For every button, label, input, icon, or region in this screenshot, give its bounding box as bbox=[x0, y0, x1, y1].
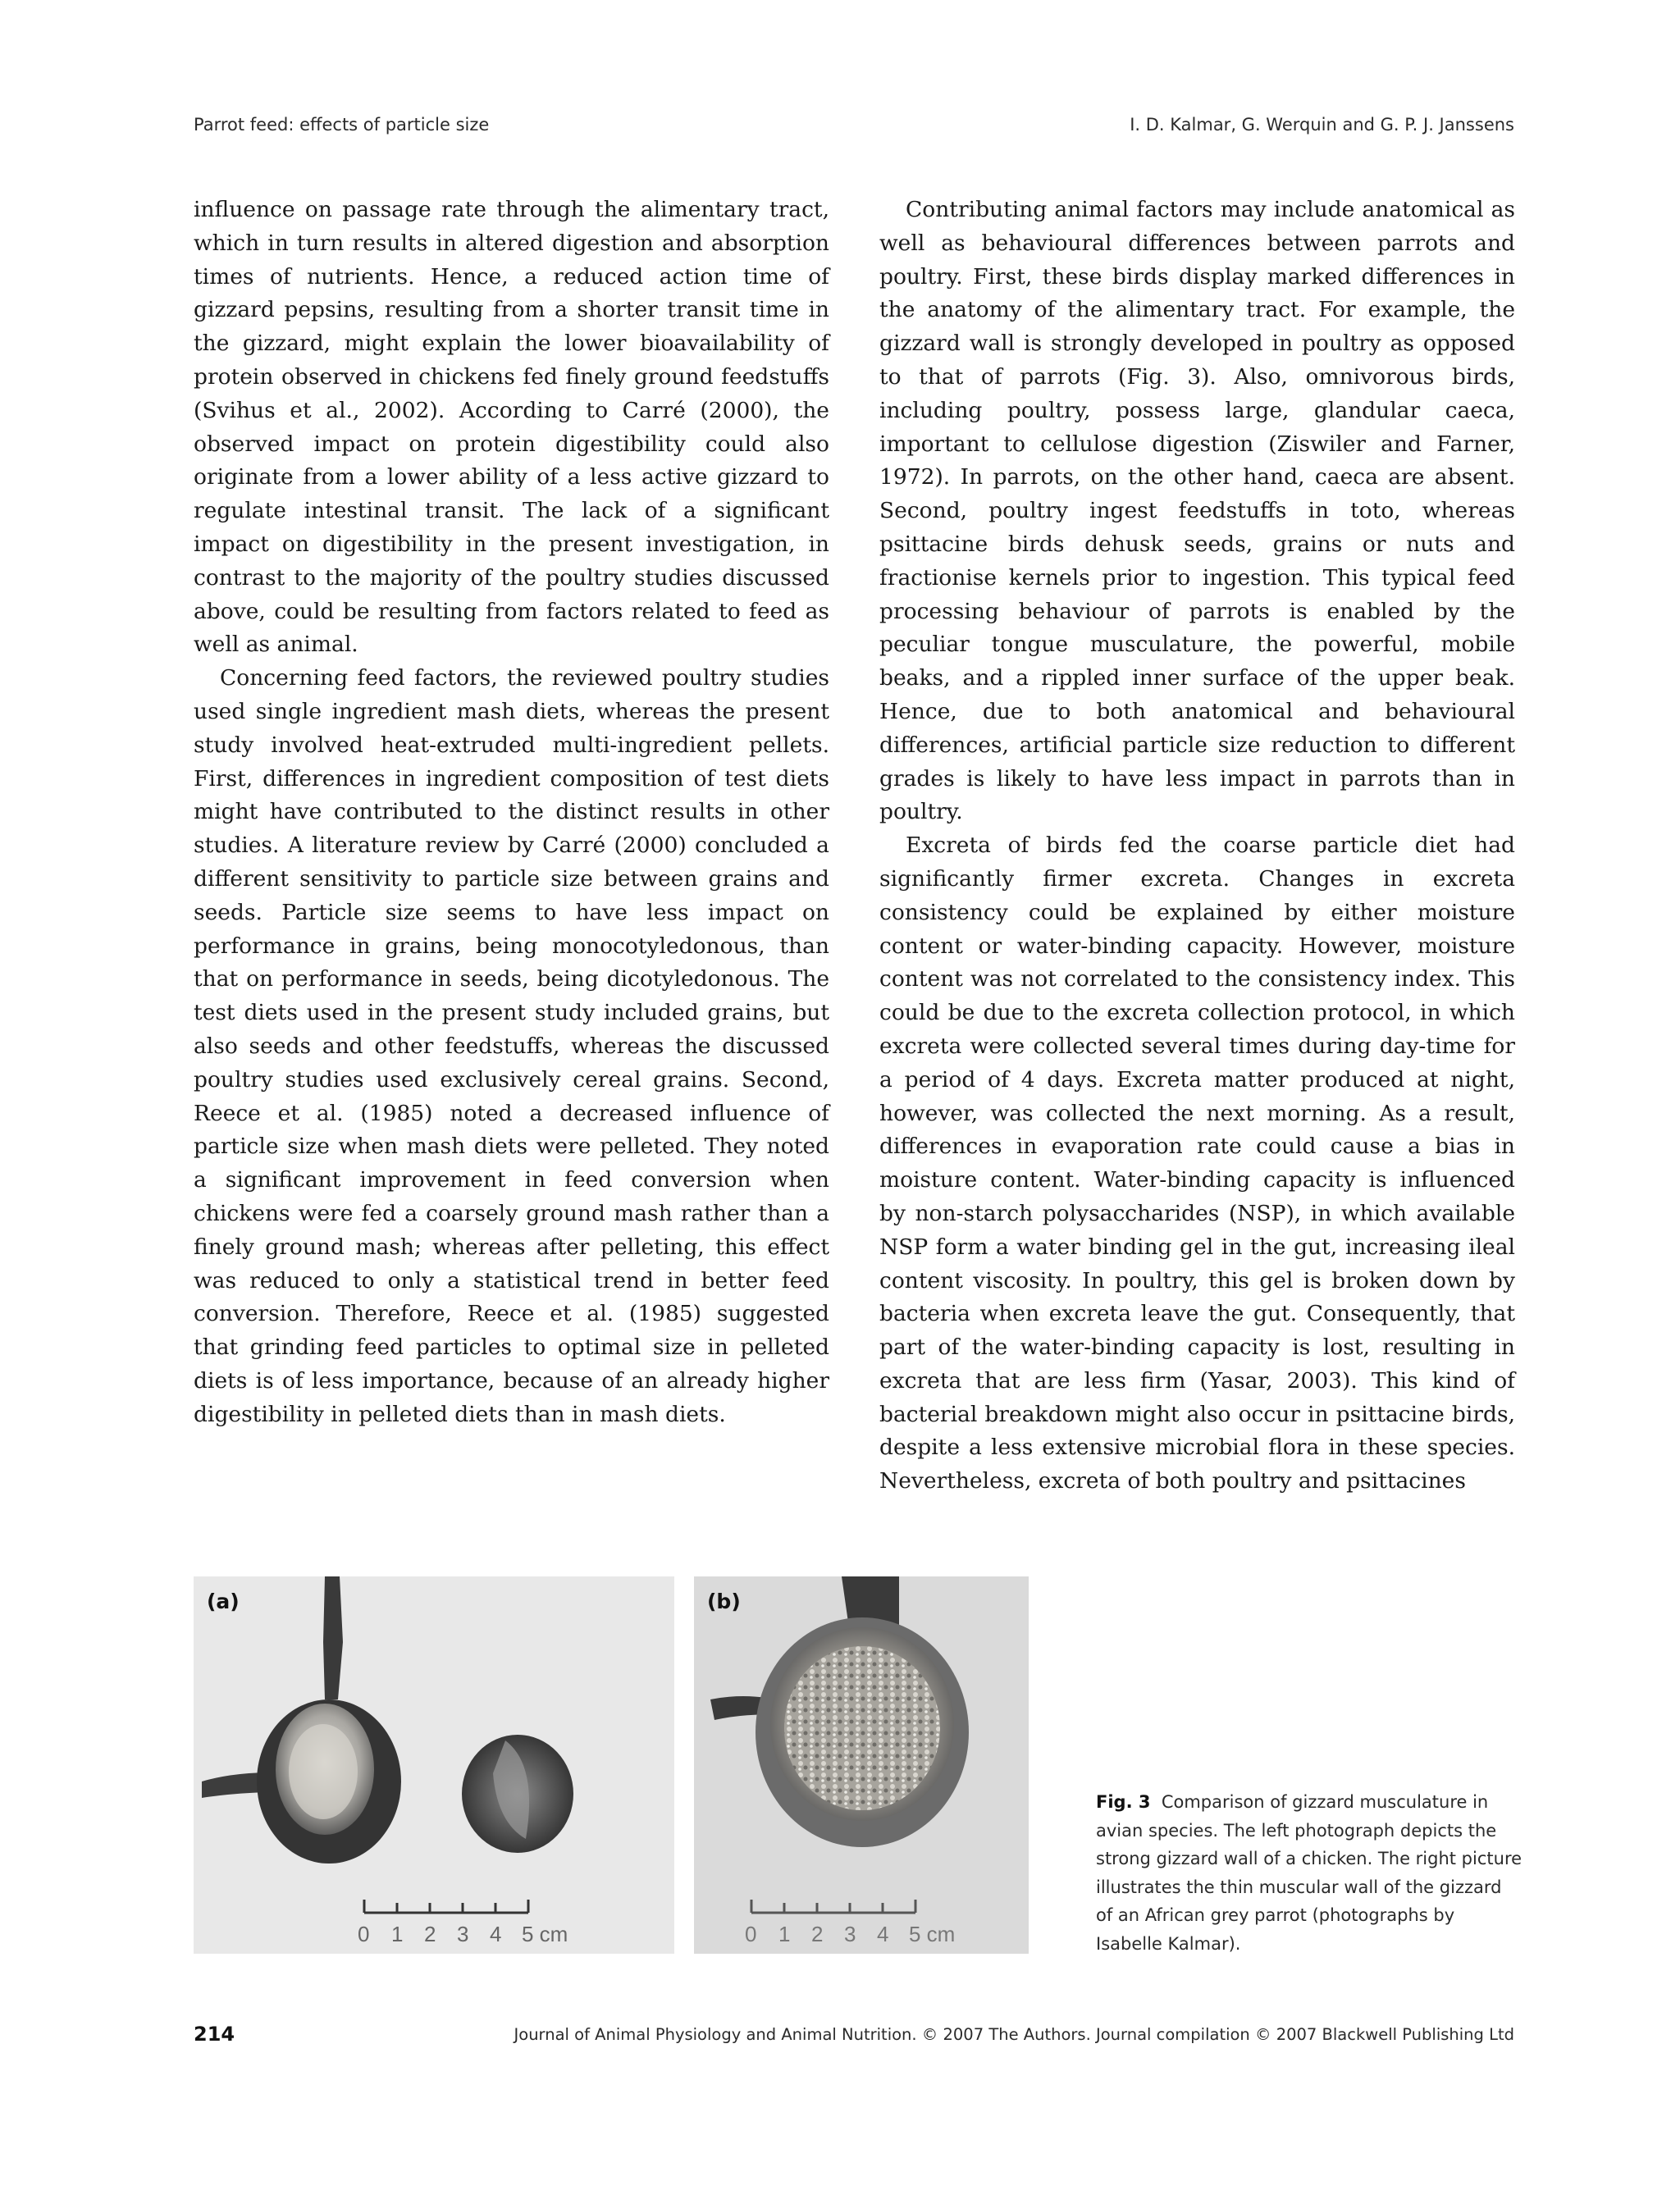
right-paragraph-1: Contributing animal factors may include anatomical as well as behavioural differences between parrots and poultry. First, these birds display marked differences in the anatomy of the alimentary tract. For example, the gizzard wall is strongly developed in poultry as opposed to that of parrots (Fig. 3). Also, omnivorous birds, including poultry, possess large, glandular caeca, important to cellulose digestion (Ziswiler and Farner, 1972). In parrots, on the other hand, caeca are absent. Second, poultry ingest feedstuffs in toto, whereas psittacine birds dehusk seeds, grains or nuts and fractionise kernels prior to ingestion. This typical feed processing behaviour of parrots is enabled by the peculiar tongue musculature, the powerful, mobile beaks, and a rippled inner surface of the upper beak. Hence, due to both anatomical and behavioural differences, artificial particle size reduction to different grades is likely to have less impact in parrots than in poultry. bbox=[879, 197, 1515, 825]
figure-caption-text: Comparison of gizzard musculature in avian species. The left photograph depicts the strong gizzard wall of a chicken. The right picture illustrates the thin muscular wall of the gizzard of an African grey parrot (photographs by Isabelle Kalmar). bbox=[1096, 1792, 1522, 1954]
scale-a-4: 4 bbox=[490, 1922, 502, 1946]
left-paragraph-2: Concerning feed factors, the reviewed poultry studies used single ingredient mash diets, whereas the present study involved heat-extruded multi-ingredient pellets. First, differences in ingredient composition of test diets might have contributed to the distinct results in other studies. A literature review by Carré (2000) concluded a different sensitivity to particle size between grains and seeds. Particle size seems to have less impact on performance in grains, being monocotyledonous, than that on performance in seeds, being dicotyledonous. The test diets used in the present study included grains, but also seeds and other feedstuffs, whereas the discussed poultry studies used exclusively cereal grains. Second, Reece et al. (1985) noted a decreased influence of particle size when mash diets were pelleted. They noted a significant improvement in feed conversion when chickens were fed a coarsely ground mash rather than a finely ground mash; whereas after pelleting, this effect was reduced to only a statistical trend in better feed conversion. Therefore, Reece et al. (1985) suggested that grinding feed particles to optimal size in pelleted diets is of less importance, because of an already higher digestibility in pelleted diets than in mash diets. bbox=[194, 665, 829, 1427]
page-footer bbox=[194, 2023, 1514, 2051]
scale-b-5: 5 cm bbox=[909, 1922, 956, 1946]
parrot-gizzard-image bbox=[694, 1576, 1029, 1954]
scale-a-2: 2 bbox=[424, 1922, 436, 1946]
scale-b-1: 1 bbox=[778, 1922, 791, 1946]
figure-panel-b-label: (b) bbox=[707, 1590, 741, 1613]
left-column bbox=[194, 194, 829, 1431]
scale-b-3: 3 bbox=[844, 1922, 856, 1946]
scale-b-4: 4 bbox=[877, 1922, 889, 1946]
scale-a-3: 3 bbox=[457, 1922, 469, 1946]
running-title: Parrot feed: effects of particle size bbox=[194, 115, 490, 135]
left-paragraph-1: influence on passage rate through the alimentary tract, which in turn results in altered digestion and absorption times of nutrients. Hence, a reduced action time of gizzard pepsins, resulting from a shorter transit time in the gizzard, might explain the lower bioavailability of protein observed in chickens fed finely ground feedstuffs (Svihus et al., 2002). According to Carré (2000), the observed impact on protein digestibility could also originate from a lower ability of a less active gizzard to regulate intestinal transit. The lack of a significant impact on digestibility in the present investigation, in contrast to the majority of the poultry studies discussed above, could be resulting from factors related to feed as well as animal. bbox=[194, 197, 829, 658]
right-paragraph-2: Excreta of birds fed the coarse particle diet had significantly firmer excreta. Changes in excreta consistency could be explained by either moisture content or water-binding capacity. However, moisture content was not correlated to the consistency index. This could be due to the excreta collection protocol, in which excreta were collected several times during day-time for a period of 4 days. Excreta matter produced at night, however, was collected the next morning. As a result, differences in evaporation rate could cause a bias in moisture content. Water-binding capacity is influenced by non-starch polysaccharides (NSP), in which available NSP form a water binding gel in the gut, increasing ileal content viscosity. In poultry, this gel is broken down by bacteria when excreta leave the gut. Consequently, that part of the water-binding capacity is lost, resulting in excreta that are less firm (Yasar, 2003). This kind of bacterial breakdown might also occur in psittacine birds, despite a less extensive microbial flora in these species. Nevertheless, excreta of both poultry and psittacines bbox=[879, 833, 1515, 1494]
figure-3b-photo bbox=[694, 1576, 1029, 1954]
figure-3a-photo bbox=[194, 1576, 674, 1954]
figure-caption-label: Fig. 3 bbox=[1096, 1792, 1151, 1812]
running-head bbox=[194, 115, 1514, 143]
scale-b-0: 0 bbox=[745, 1922, 757, 1946]
right-column bbox=[879, 194, 1515, 1499]
scale-b-2: 2 bbox=[811, 1922, 824, 1946]
figure-caption bbox=[1096, 1788, 1522, 1958]
journal-credit: Journal of Animal Physiology and Animal Nutrition. © 2007 The Authors. Journal compilation © 2007 Blackwell Publishing Ltd bbox=[514, 2025, 1514, 2044]
figure-panel-a-label: (a) bbox=[207, 1590, 240, 1613]
running-authors: I. D. Kalmar, G. Werquin and G. P. J. Janssens bbox=[1130, 115, 1514, 135]
scale-a-5: 5 cm bbox=[522, 1922, 568, 1946]
scale-a-1: 1 bbox=[391, 1922, 404, 1946]
scale-a-0: 0 bbox=[358, 1922, 370, 1946]
page-number: 214 bbox=[194, 2023, 235, 2046]
chicken-gizzard-image bbox=[194, 1576, 674, 1954]
